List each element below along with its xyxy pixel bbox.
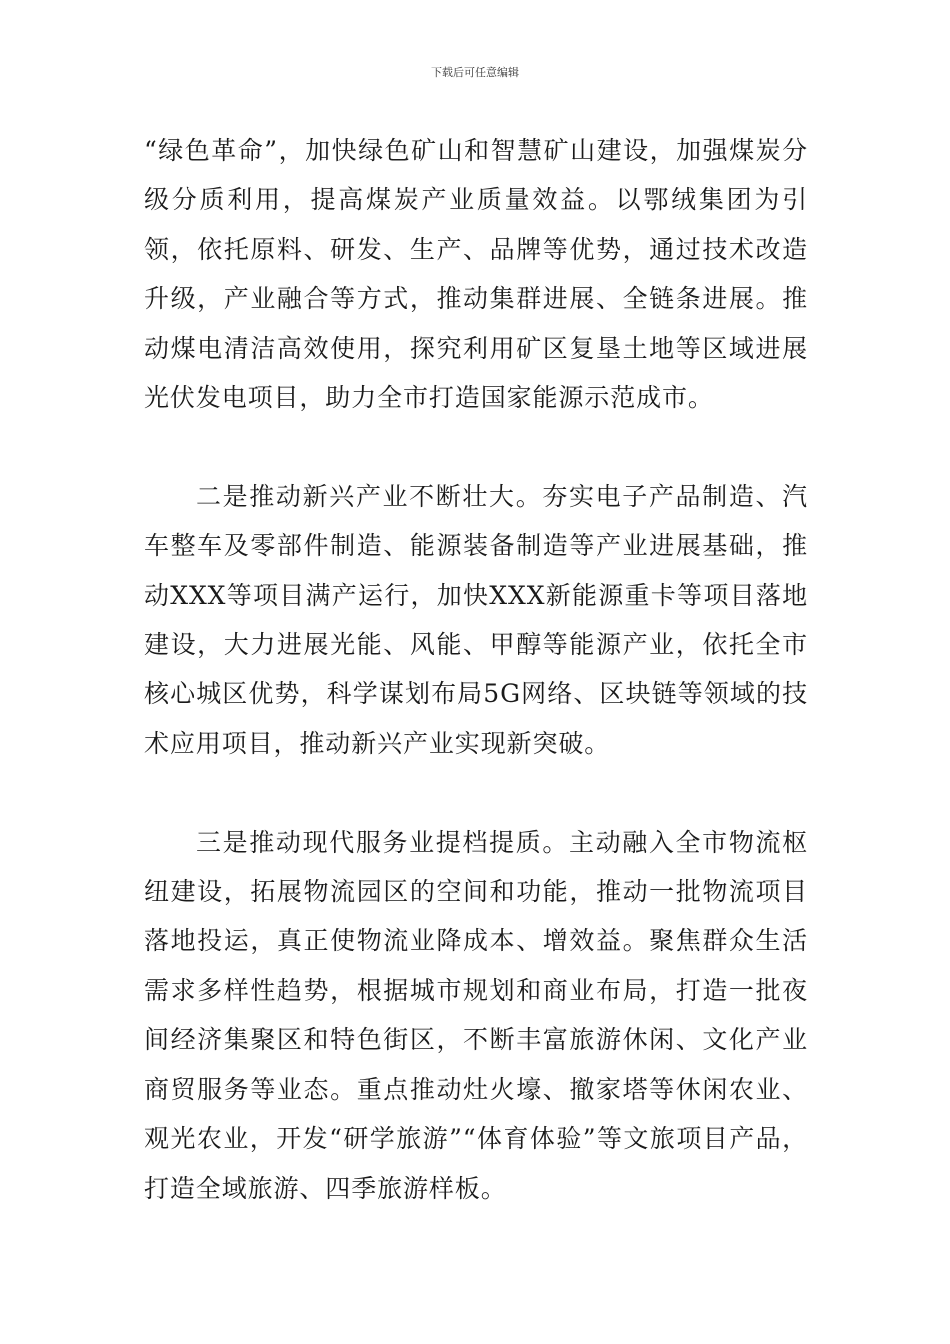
paragraph-continuation: “绿色革命”，加快绿色矿山和智慧矿山建设，加强煤炭分级分质利用，提高煤炭产业质量效益。以鄂绒集团为引领，依托原料、研发、生产、品牌等优势，通过技术改造升级，产业融合等方式，推动集群进展、全链条进展。推动煤电清洁高效使用，探究利用矿区复垦土地等区域进展光伏发电项目，助力全市打造国家能源示范成市。 <box>144 136 808 413</box>
document-body <box>144 126 808 1213</box>
page-header-note: 下载后可任意编辑 <box>431 66 519 79</box>
paragraph-modern-services: 三是推动现代服务业提档提质。主动融入全市物流枢纽建设，拓展物流园区的空间和功能，推动一批物流项目落地投运，真正使物流业降成本、增效益。聚焦群众生活需求多样性趋势，根据城市规划和商业布局，打造一批夜间经济集聚区和特色街区，不断丰富旅游休闲、文化产业商贸服务等业态。重点推动灶火壕、撤家塔等休闲农业、观光农业，开发“研学旅游”“体育体验”等文旅项目产品，打造全域旅游、四季旅游样板。 <box>144 827 808 1203</box>
paragraph-emerging-industries: 二是推动新兴产业不断壮大。夯实电子产品制造、汽车整车及零部件制造、能源装备制造等产业进展基础，推动XXX等项目满产运行，加快XXX新能源重卡等项目落地建设，大力进展光能、风能、甲醇等能源产业，依托全市核心城区优势，科学谋划布局5G网络、区块链等领域的技术应用项目，推动新兴产业实现新突破。 <box>144 481 808 758</box>
